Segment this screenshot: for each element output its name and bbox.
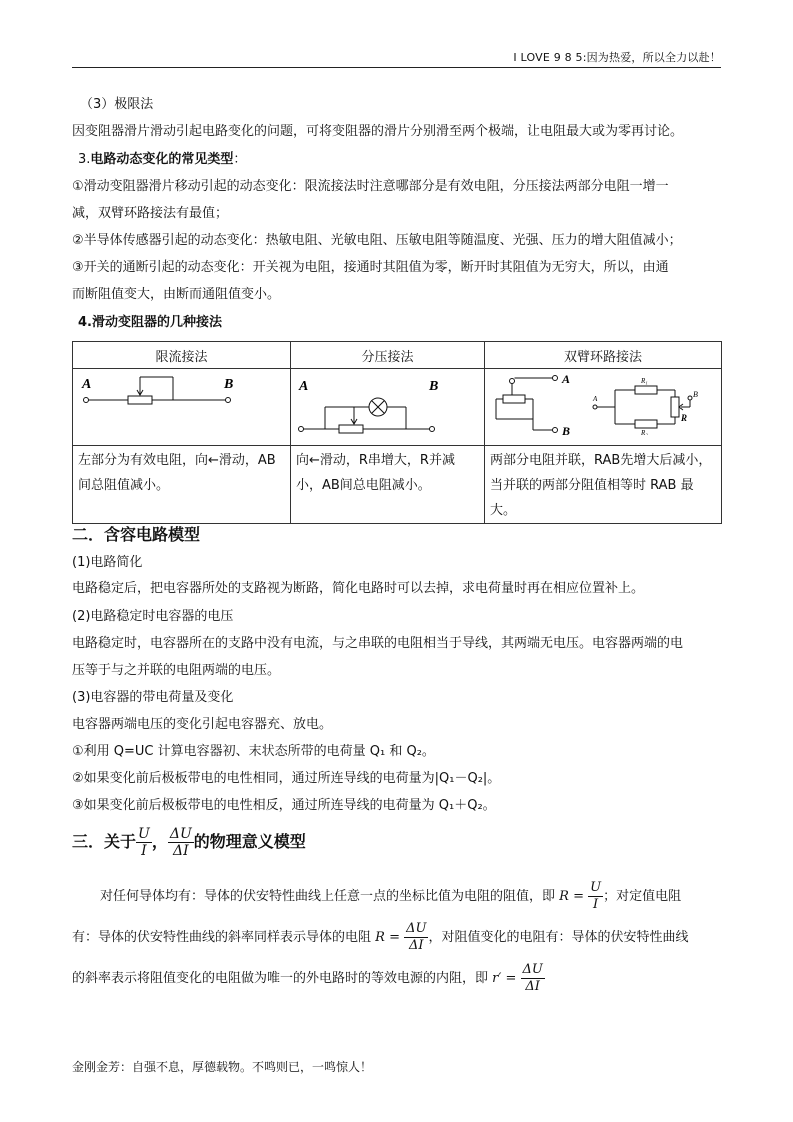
fraction-denominator: I [593, 897, 599, 912]
paragraph-heading: (3)电容器的带电荷量及变化 [72, 690, 234, 705]
voltage-divider-description: 向←滑动，R串增大，R并减小，AB间总电阻减小。 [291, 446, 485, 524]
paragraph: ①利用 Q=UC 计算电容器初、末状态所带的电荷量 Q₁ 和 Q₂。 [72, 744, 435, 759]
paragraph: ③开关的通断引起的动态变化：开关视为电阻，接通时其阻值为零，断开时其阻值为无穷大，所以，由通 [72, 260, 669, 275]
label-a: A [82, 377, 92, 392]
paragraph-text: 的斜率表示将阻值变化的电阻做为唯一的外电路时的等效电源的内阻，即 [72, 971, 489, 986]
rheostat-resistor [128, 396, 152, 404]
paragraph: 电路稳定时，电容器所在的支路中没有电流，与之串联的电阻相当于导线，其两端无电压。电容器两端的电 [72, 636, 684, 651]
table-header: 分压接法 [291, 342, 485, 369]
label-b: B [562, 424, 571, 435]
paragraph: ①滑动变阻器滑片移动引起的动态变化：限流接法时注意哪部分是有效电阻，分压接法两部分电阻一增一 [72, 179, 669, 194]
table-header: 限流接法 [73, 342, 291, 369]
rheostat-resistor [503, 395, 525, 403]
paragraph-text: 有：导体的伏安特性曲线的斜率同样表示导体的电阻 [72, 930, 372, 945]
footer-text: 金刚金芳：自强不息，厚德载物。不鸣则已，一鸣惊人！ [72, 1060, 373, 1074]
label-r: R [681, 413, 688, 423]
equation: R = [559, 889, 584, 904]
subsection-colon: ： [233, 152, 247, 167]
section-title-separator: ， [151, 832, 168, 851]
equation: r′ = [492, 971, 517, 986]
rheostat-resistor [339, 425, 363, 433]
paragraph-text: 对任何导体均有：导体的伏安特性曲线上任意一点的坐标比值为电阻的阻值，即 [100, 889, 556, 904]
paragraph: ③如果变化前后极板带电的电性相反，通过所连导线的电荷量为 Q₁＋Q₂。 [72, 798, 496, 813]
label-r1: R₁ [641, 377, 648, 385]
voltage-divider-diagram-cell [291, 369, 485, 446]
label-a: A [593, 395, 598, 403]
paragraph: 电容器两端电压的变化引起电容器充、放电。 [72, 717, 333, 732]
subsection-title [78, 150, 246, 170]
label-b: B [224, 377, 234, 392]
paragraph: 压等于与之并联的电阻两端的电压。 [72, 663, 281, 678]
label-b: B [693, 390, 698, 399]
header-text: I LOVE 9 8 5:因为热爱，所以全力以赴！ [513, 51, 721, 64]
paragraph: ②如果变化前后极板带电的电性相同，通过所连导线的电荷量为|Q₁－Q₂|。 [72, 771, 501, 786]
fraction-denominator: ΔI [172, 843, 189, 859]
fraction-du-over-di [404, 921, 428, 954]
current-limiting-circuit-diagram [73, 369, 291, 435]
paragraph [72, 918, 689, 958]
fraction-u-over-i [588, 880, 603, 913]
paragraph [72, 959, 545, 999]
paragraph: ②半导体传感器引起的动态变化：热敏电阻、光敏电阻、压敏电阻等随温度、光强、压力的增大阻值减小； [72, 233, 682, 248]
double-arm-diagram-cell [485, 369, 722, 446]
fraction-numerator: U [590, 880, 602, 895]
fraction-numerator: ΔU [169, 826, 192, 842]
section-title-suffix: 的物理意义模型 [193, 832, 306, 851]
equation: R = [375, 930, 400, 945]
fraction-u-over-i [136, 826, 152, 859]
label-a: A [562, 372, 571, 386]
fraction-du-over-di [521, 962, 545, 995]
fraction-du-over-di [168, 826, 194, 859]
paragraph: 电路稳定后，把电容器所处的支路视为断路，简化电路时可以去掉，求电荷量时再在相应位置补上。 [72, 581, 645, 596]
double-arm-description: 两部分电阻并联，RAB先增大后减小，当并联的两部分阻值相等时 RAB 最大。 [485, 446, 722, 524]
section-title [72, 826, 306, 859]
section-title-prefix: 三．关于 [72, 832, 137, 851]
table-header: 双臂环路接法 [485, 342, 722, 369]
rheostat-connection-table [72, 341, 722, 524]
paragraph-text: ，对阻值变化的电阻有：导体的伏安特性曲线 [428, 930, 689, 945]
label-a: A [299, 379, 309, 394]
paragraph-text: ；对定值电阻 [603, 889, 682, 904]
header-divider [72, 67, 721, 68]
label-b: B [429, 379, 439, 394]
paragraph: 减，双臂环路接法有最值； [72, 206, 229, 221]
fraction-numerator: U [138, 826, 150, 842]
paragraph [100, 877, 681, 917]
fraction-denominator: ΔI [409, 938, 424, 953]
paragraph: 因变阻器滑片滑动引起电路变化的问题，可将变阻器的滑片分别滑至两个极端，让电阻最大或为零再讨论。 [72, 124, 684, 139]
fraction-denominator: I [141, 843, 147, 859]
paragraph-heading: (1)电路简化 [72, 555, 143, 570]
fraction-numerator: ΔU [406, 921, 427, 936]
subsection-title-text: 电路动态变化的常见类型 [90, 152, 234, 167]
subsection-title: 4.滑动变阻器的几种接法 [78, 315, 222, 330]
paragraph: 而断阻值变大，由断而通阻值变小。 [72, 287, 281, 302]
fraction-denominator: ΔI [525, 979, 540, 994]
current-limiting-diagram-cell [73, 369, 291, 446]
current-limiting-description: 左部分为有效电阻，向←滑动，AB间总阻值减小。 [73, 446, 291, 524]
r1-resistor [635, 386, 657, 394]
subsection-number: 3. [78, 152, 91, 167]
r-resistor [671, 397, 679, 417]
method-heading: （3）极限法 [80, 97, 154, 112]
section-title: 二．含容电路模型 [72, 525, 201, 544]
voltage-divider-circuit-diagram [291, 369, 485, 435]
fraction-numerator: ΔU [522, 962, 543, 977]
double-arm-circuit-diagram [485, 369, 722, 435]
r2-resistor [635, 420, 657, 428]
label-r2: R₂ [641, 429, 648, 435]
paragraph-heading: (2)电路稳定时电容器的电压 [72, 609, 234, 624]
